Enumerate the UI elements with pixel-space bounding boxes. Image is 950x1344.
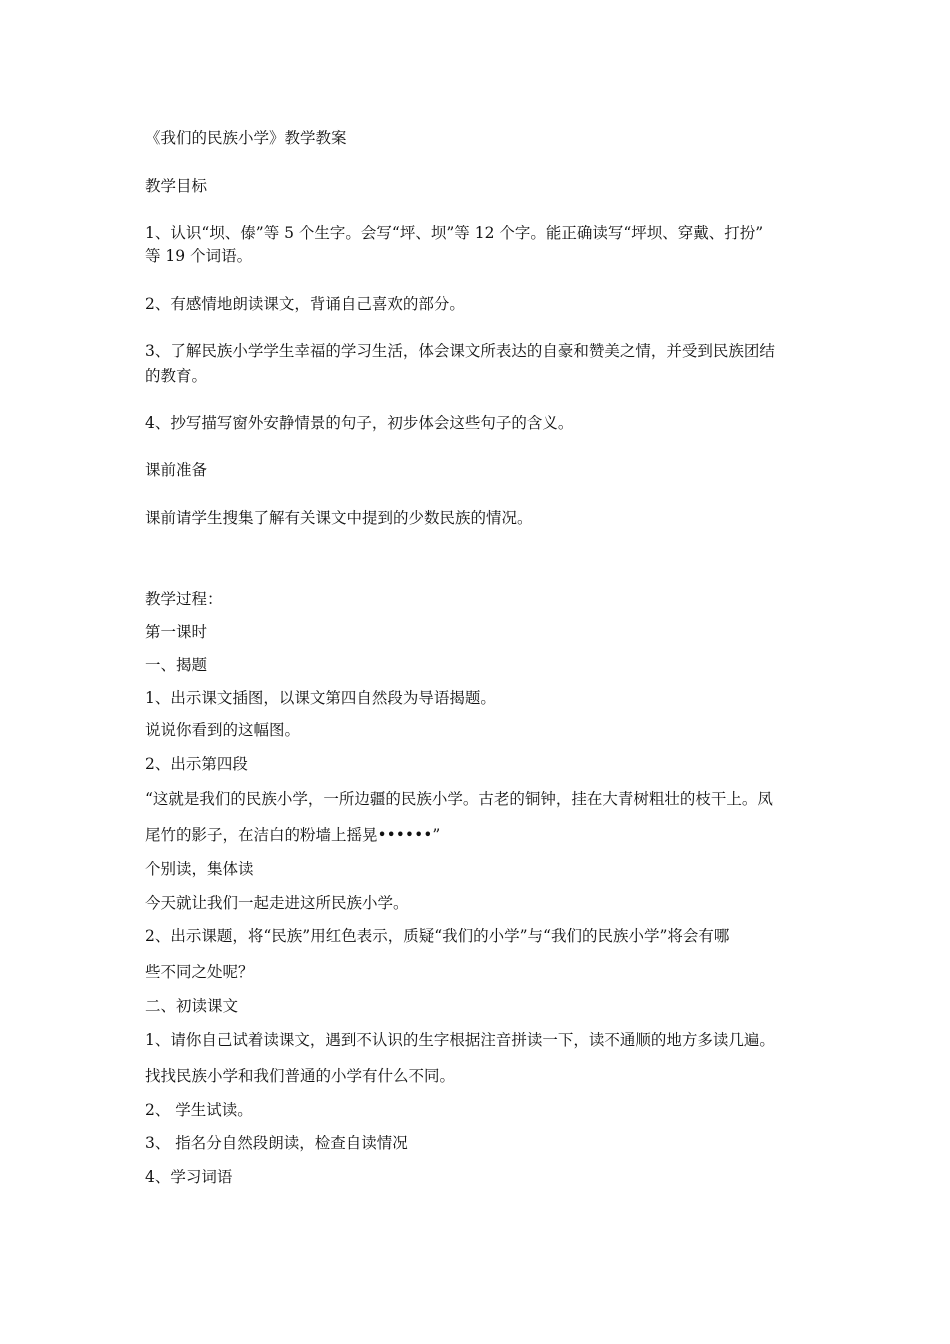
step-1-item-1: 1、出示课文插图，以课文第四自然段为导语揭题。 xyxy=(145,689,496,707)
goal-4: 4、抄写描写窗外安静情景的句子，初步体会这些句子的含义。 xyxy=(145,414,574,432)
step-2-item-4: 4、学习词语 xyxy=(145,1168,233,1186)
document-title: 《我们的民族小学》教学教案 xyxy=(145,129,347,147)
prep-text: 课前请学生搜集了解有关课文中提到的少数民族的情况。 xyxy=(145,509,533,527)
step-1-item-3-line-2: 些不同之处呢？ xyxy=(145,963,254,981)
lesson-1-heading: 第一课时 xyxy=(145,623,208,641)
goal-1-line-1: 1、认识“坝、傣”等 5 个生字。会写“坪、坝”等 12 个字。能正确读写“坪坝、穿戴、打扮” xyxy=(145,224,764,242)
step-2-heading: 二、初读课文 xyxy=(145,997,239,1015)
step-2-item-2: 2、 学生试读。 xyxy=(145,1101,253,1119)
process-heading: 教学过程： xyxy=(145,590,223,608)
read-note: 个别读，集体读 xyxy=(145,860,254,878)
step-1-item-3-line-1: 2、出示课题，将“民族”用红色表示，质疑“我们的小学”与“我们的民族小学”将会有哪 xyxy=(145,927,730,945)
prep-heading: 课前准备 xyxy=(145,461,208,479)
goal-3-line-1: 3、了解民族小学学生幸福的学习生活，体会课文所表达的自豪和赞美之情，并受到民族团结 xyxy=(145,342,775,360)
step-2-item-1: 1、请你自己试着读课文，遇到不认识的生字根据注音拼读一下，读不通顺的地方多读几遍。 xyxy=(145,1031,775,1049)
goal-1-line-2: 等 19 个词语。 xyxy=(145,247,253,265)
quote-line-2: 尾竹的影子，在洁白的粉墙上摇晃••••••” xyxy=(145,826,441,844)
intro-note: 今天就让我们一起走进这所民族小学。 xyxy=(145,894,409,912)
quote-line-1: “这就是我们的民族小学，一所边疆的民族小学。古老的铜钟，挂在大青树粗壮的枝干上。凤 xyxy=(145,790,773,808)
step-1-item-2: 2、出示第四段 xyxy=(145,755,248,773)
step-2-item-1-sub: 找找民族小学和我们普通的小学有什么不同。 xyxy=(145,1067,456,1085)
step-2-item-3: 3、 指名分自然段朗读，检查自读情况 xyxy=(145,1134,408,1152)
goal-3-line-2: 的教育。 xyxy=(145,367,208,385)
step-1-item-1-sub: 说说你看到的这幅图。 xyxy=(145,721,301,739)
step-1-heading: 一、揭题 xyxy=(145,656,208,674)
goals-heading: 教学目标 xyxy=(145,177,208,195)
goal-2: 2、有感情地朗读课文，背诵自己喜欢的部分。 xyxy=(145,295,465,313)
